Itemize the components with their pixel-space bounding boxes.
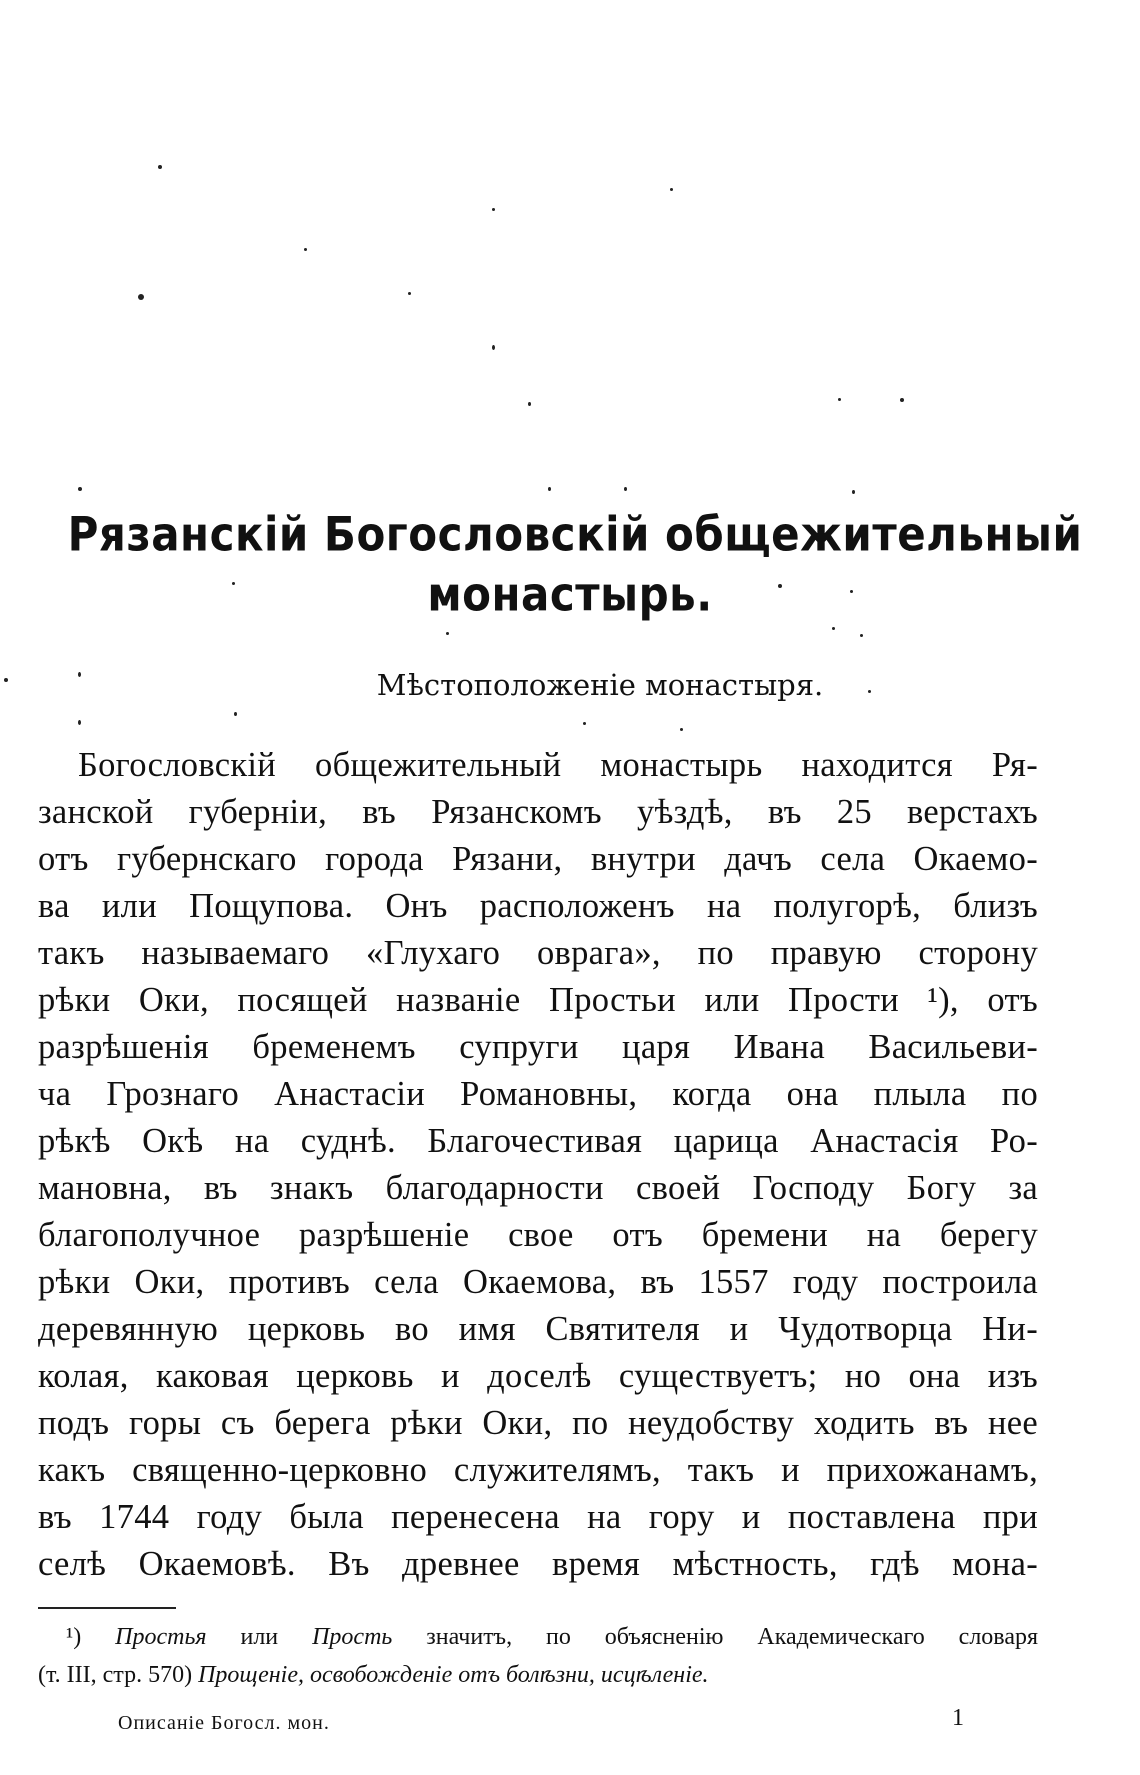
print-speck (138, 294, 144, 300)
print-speck (78, 720, 81, 725)
body-line: разрѣшенія бременемъ супруги царя Ивана Васильеви- (38, 1028, 1038, 1066)
print-speck (624, 487, 627, 491)
printer-signature: Описаніе Богосл. мон. (118, 1712, 330, 1734)
body-line: Богословскій общежительный монастырь находится Ря- (78, 746, 1038, 784)
print-speck (548, 487, 551, 491)
footnote-meaning: Прощеніе, освобожденіе отъ болѣзни, исцѣленіе. (198, 1662, 709, 1688)
print-speck (838, 398, 841, 401)
print-speck (158, 165, 162, 169)
page-number: 1 (952, 1705, 964, 1731)
print-speck (852, 490, 855, 494)
print-speck (78, 487, 82, 491)
print-speck (304, 248, 307, 251)
body-line: благополучное разрѣшеніе свое отъ бремени на берегу (38, 1216, 1038, 1254)
chapter-title-line-1: Рязанскій Богословскій общежительный (67, 507, 1083, 562)
body-line: какъ священно-церковно служителямъ, такъ и прихожанамъ, (38, 1451, 1038, 1489)
body-line: подъ горы съ берега рѣки Оки, по неудобству ходить въ нее (38, 1404, 1038, 1442)
footnote-reference: (т. III, стр. 570) (38, 1662, 193, 1688)
footnote-divider (38, 1607, 176, 1609)
print-speck (680, 728, 683, 731)
print-speck (583, 722, 586, 725)
chapter-title-line-2: монастырь. (427, 567, 713, 622)
body-line: въ 1744 году была перенесена на гору и поставлена при (38, 1498, 1038, 1536)
print-speck (670, 188, 673, 191)
footnote (38, 1618, 1038, 1694)
footnote-line-1 (38, 1618, 1038, 1656)
section-subtitle: Мѣстоположеніе монастыря. (376, 668, 824, 702)
print-speck (446, 632, 449, 635)
footnote-marker: ¹) (66, 1624, 82, 1650)
print-speck (408, 292, 411, 295)
body-line: рѣки Оки, посящей названіе Простьи или Прости ¹), отъ (38, 981, 1038, 1019)
body-line: мановна, въ знакъ благодарности своей Господу Богу за (38, 1169, 1038, 1207)
print-speck (528, 402, 531, 406)
footnote-line-2 (38, 1656, 1038, 1694)
body-line: рѣки Оки, противъ села Окаемова, въ 1557 году построила (38, 1263, 1038, 1301)
print-speck (860, 634, 863, 637)
print-speck (900, 398, 904, 402)
footnote-term-2: Прость (312, 1624, 393, 1650)
footnote-word-or: или (240, 1624, 279, 1650)
print-speck (832, 627, 835, 630)
body-line: селѣ Окаемовѣ. Въ древнее время мѣстность, гдѣ мона- (38, 1545, 1038, 1583)
body-line: колая, каковая церковь и доселѣ существуетъ; но она изъ (38, 1357, 1038, 1395)
body-line: отъ губернскаго города Рязани, внутри дачъ села Окаемо- (38, 840, 1038, 878)
body-line: ва или Пощупова. Онъ расположенъ на полугорѣ, близъ (38, 887, 1038, 925)
body-line: такъ называемаго «Глухаго оврага», по правую сторону (38, 934, 1038, 972)
print-speck (492, 345, 495, 350)
body-line: деревянную церковь во имя Святителя и Чудотворца Ни- (38, 1310, 1038, 1348)
footnote-text: значитъ, по объясненію Академическаго словаря (426, 1624, 1039, 1650)
body-line: рѣкѣ Окѣ на суднѣ. Благочестивая царица Анастасія Ро- (38, 1122, 1038, 1160)
body-line: ча Грознаго Анастасіи Романовны, когда она плыла по (38, 1075, 1038, 1113)
print-speck (234, 712, 237, 716)
print-speck (492, 208, 495, 211)
footnote-term-1: Простья (115, 1624, 207, 1650)
body-line: занской губерніи, въ Рязанскомъ уѣздѣ, въ 25 верстахъ (38, 793, 1038, 831)
body-paragraph (38, 742, 1038, 1588)
